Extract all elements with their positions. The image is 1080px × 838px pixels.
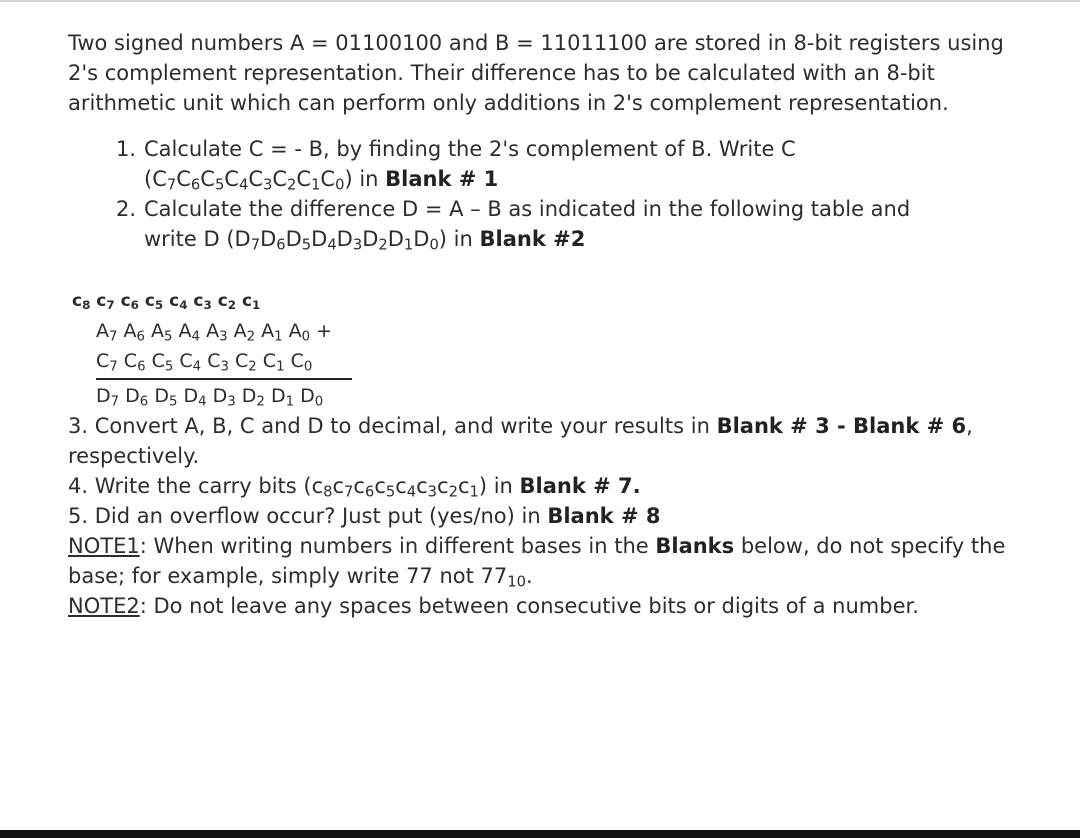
- bit-index: 4: [179, 297, 188, 312]
- q4-carry-bits: [311, 474, 479, 501]
- bit-letter: c: [120, 291, 131, 311]
- bit-letter: A: [178, 320, 192, 342]
- task-1: [116, 134, 964, 194]
- bit-letter: A: [206, 320, 220, 342]
- bit-index: 5: [164, 359, 174, 375]
- bit-letter: D: [285, 227, 302, 251]
- bit-letter: A: [288, 320, 302, 342]
- bit-letter: c: [416, 474, 428, 498]
- task-2-in: in: [447, 227, 480, 251]
- bit-index: 3: [227, 394, 236, 410]
- bit-index: 2: [246, 329, 256, 345]
- bit-letter: c: [193, 291, 204, 311]
- bit-index: 6: [136, 329, 145, 345]
- bit-index: 0: [301, 329, 311, 345]
- bit-letter: C: [296, 167, 312, 191]
- bit-letter: C: [151, 350, 165, 372]
- bit-index: 5: [154, 297, 164, 312]
- bit-letter: c: [72, 291, 83, 311]
- blank-1-label: Blank # 1: [385, 167, 499, 191]
- bit-index: 2: [378, 236, 388, 254]
- note-1-text-a: : When writing numbers in different bases in the: [139, 534, 656, 558]
- bit-index: 1: [274, 329, 283, 345]
- bit-letter: c: [437, 474, 449, 498]
- bit-letter: D: [300, 385, 315, 407]
- bit-index: 4: [192, 359, 202, 375]
- bit-index: 3: [263, 176, 273, 194]
- question-4: [68, 471, 1028, 501]
- bit-index: 4: [238, 176, 249, 194]
- bit-index: 5: [164, 329, 173, 345]
- bit-letter: C: [96, 350, 110, 372]
- task-1-open-paren: (: [144, 167, 153, 191]
- bit-letter: A: [233, 320, 247, 342]
- bit-index: 0: [303, 359, 313, 375]
- bit-letter: c: [332, 474, 345, 498]
- note-2: [68, 591, 1028, 621]
- bit-letter: C: [262, 350, 277, 372]
- bit-index: 1: [285, 394, 295, 410]
- addition-operands: [96, 316, 352, 411]
- task-2: [116, 194, 964, 254]
- top-border: [0, 0, 1080, 2]
- bit-index: 2: [287, 176, 297, 194]
- bit-index: 7: [344, 483, 354, 501]
- bit-letter: c: [241, 291, 253, 311]
- bit-letter: c: [96, 291, 107, 311]
- bit-letter: C: [176, 167, 191, 191]
- note-1: [68, 531, 1028, 591]
- c-bits: [96, 350, 313, 375]
- note-1-blanks-word: Blanks: [655, 534, 735, 558]
- bit-index: 7: [109, 329, 118, 345]
- bit-letter: D: [260, 227, 277, 251]
- bit-letter: D: [387, 227, 404, 251]
- blank-2-label: Blank #2: [479, 227, 586, 251]
- bit-letter: D: [413, 227, 430, 251]
- intro-paragraph: Two signed numbers A = 01100100 and B = 11011100 are stored in 8-bit registers using 2's complement representation. Their difference has to be calculated with an 8-bit arithmetic unit which can perform only additions in 2's complement representation.: [68, 31, 1004, 115]
- task-1-close-paren: ): [344, 167, 353, 191]
- blank-8-label: Blank # 8: [547, 504, 661, 528]
- sum-line: [96, 378, 352, 380]
- note-2-text: : Do not leave any spaces between consecutive bits or digits of a number.: [139, 594, 919, 618]
- task-1-c-bits: [152, 167, 345, 194]
- bit-index: 4: [327, 236, 337, 254]
- bit-index: 0: [429, 236, 439, 254]
- bit-index: 1: [252, 297, 261, 312]
- bit-index: 2: [256, 394, 265, 410]
- carry-row: [72, 286, 1028, 316]
- bit-index: 6: [139, 394, 149, 410]
- bit-letter: c: [353, 474, 365, 498]
- bit-letter: A: [96, 320, 109, 342]
- bit-letter: D: [336, 227, 353, 251]
- bit-letter: C: [207, 350, 221, 372]
- d-bits: [96, 385, 324, 410]
- bit-letter: c: [311, 474, 324, 498]
- bit-index: 8: [82, 297, 91, 312]
- bit-letter: C: [234, 350, 249, 372]
- bit-letter: C: [123, 350, 138, 372]
- bit-index: 3: [203, 297, 212, 312]
- bit-index: 8: [323, 483, 333, 501]
- note-1-end: .: [525, 564, 533, 588]
- bit-letter: c: [395, 474, 407, 498]
- bit-letter: D: [212, 385, 228, 407]
- bit-index: 1: [469, 483, 479, 501]
- q5-text: 5. Did an overflow occur? Just put (yes/no) in: [68, 504, 548, 528]
- bit-letter: D: [270, 385, 286, 407]
- bit-letter: A: [151, 320, 165, 342]
- note-1-base-subscript: 10: [507, 573, 526, 591]
- task-2-open-paren: (: [226, 227, 235, 251]
- bit-index: 7: [109, 359, 118, 375]
- bit-index: 6: [190, 176, 201, 194]
- bit-index: 2: [448, 483, 458, 501]
- bit-letter: c: [374, 474, 386, 498]
- bit-index: 4: [198, 394, 207, 410]
- bit-index: 3: [220, 359, 229, 375]
- task-list: [68, 134, 1028, 254]
- blank-3-6-label: Blank # 3 - Blank # 6: [716, 414, 967, 438]
- bit-index: 0: [335, 176, 345, 194]
- bit-letter: D: [311, 227, 328, 251]
- bit-index: 5: [168, 394, 178, 410]
- question-5: [68, 501, 1028, 531]
- task-1-text: Calculate C = - B, by finding the 2's complement of B. Write C: [144, 137, 796, 161]
- question-document: [68, 28, 1028, 621]
- bit-index: 7: [110, 394, 120, 410]
- q3-text: 3. Convert A, B, C and D to decimal, and write your results in: [68, 414, 717, 438]
- bit-index: 7: [106, 297, 115, 312]
- task-2-close-paren: ): [438, 227, 447, 251]
- bit-letter: D: [234, 227, 251, 251]
- bit-letter: c: [457, 474, 470, 498]
- note-2-label: NOTE2: [68, 594, 140, 618]
- bit-letter: C: [320, 167, 336, 191]
- bit-index: 0: [314, 394, 324, 410]
- note-1-text-b: below, do not specify the base; for example, simply write 77 not 77: [68, 534, 1006, 588]
- bit-index: 3: [427, 483, 438, 501]
- bit-letter: D: [362, 227, 379, 251]
- bit-index: 2: [227, 297, 237, 312]
- q3-end: , respectively.: [68, 414, 973, 468]
- q4-text: 4. Write the carry bits (: [68, 474, 312, 498]
- bit-index: 6: [130, 297, 139, 312]
- a-bits: [96, 320, 311, 345]
- bit-index: 6: [276, 236, 286, 254]
- bit-letter: D: [125, 385, 140, 407]
- bit-index: 4: [191, 329, 201, 345]
- bit-letter: C: [200, 167, 215, 191]
- bit-letter: C: [290, 350, 304, 372]
- bit-index: 7: [250, 236, 261, 254]
- bit-index: 3: [352, 236, 363, 254]
- bit-letter: c: [217, 291, 228, 311]
- row-c: [96, 346, 352, 376]
- bit-letter: c: [144, 291, 155, 311]
- bit-letter: D: [96, 385, 111, 407]
- blank-7-label: Blank # 7.: [519, 474, 641, 498]
- bit-letter: C: [272, 167, 288, 191]
- bit-letter: C: [224, 167, 239, 191]
- bit-index: 1: [311, 176, 321, 194]
- bottom-border: [0, 830, 1080, 838]
- bit-index: 5: [214, 176, 225, 194]
- plus-sign: +: [316, 320, 333, 342]
- task-2-d-bits: [234, 227, 439, 254]
- bit-letter: c: [169, 291, 180, 311]
- bit-index: 6: [364, 483, 375, 501]
- row-a: [96, 316, 352, 346]
- addition-table: [68, 286, 1028, 411]
- q4-text-b: ) in: [478, 474, 520, 498]
- task-1-in: in: [352, 167, 386, 191]
- bit-letter: D: [154, 385, 169, 407]
- bit-index: 1: [276, 359, 285, 375]
- bit-index: 6: [137, 359, 146, 375]
- bit-letter: C: [248, 167, 263, 191]
- bit-index: 7: [166, 176, 177, 194]
- bit-letter: D: [241, 385, 257, 407]
- bit-index: 4: [406, 483, 417, 501]
- bit-index: 3: [219, 329, 228, 345]
- bit-letter: D: [183, 385, 199, 407]
- bit-letter: A: [261, 320, 275, 342]
- row-d: [96, 381, 352, 411]
- task-2-text: Calculate the difference D = A – B as indicated in the following table and write D: [144, 197, 911, 251]
- carry-bits: [72, 291, 260, 311]
- bit-index: 5: [385, 483, 396, 501]
- bit-index: 5: [301, 236, 312, 254]
- bit-index: 1: [403, 236, 414, 254]
- bit-index: 2: [248, 359, 257, 375]
- bit-letter: C: [179, 350, 193, 372]
- note-1-label: NOTE1: [68, 534, 140, 558]
- task-1-number: 1.: [116, 137, 137, 161]
- bit-letter: A: [123, 320, 137, 342]
- question-3: [68, 411, 1008, 471]
- task-2-number: 2.: [116, 197, 137, 221]
- bit-letter: C: [152, 167, 167, 191]
